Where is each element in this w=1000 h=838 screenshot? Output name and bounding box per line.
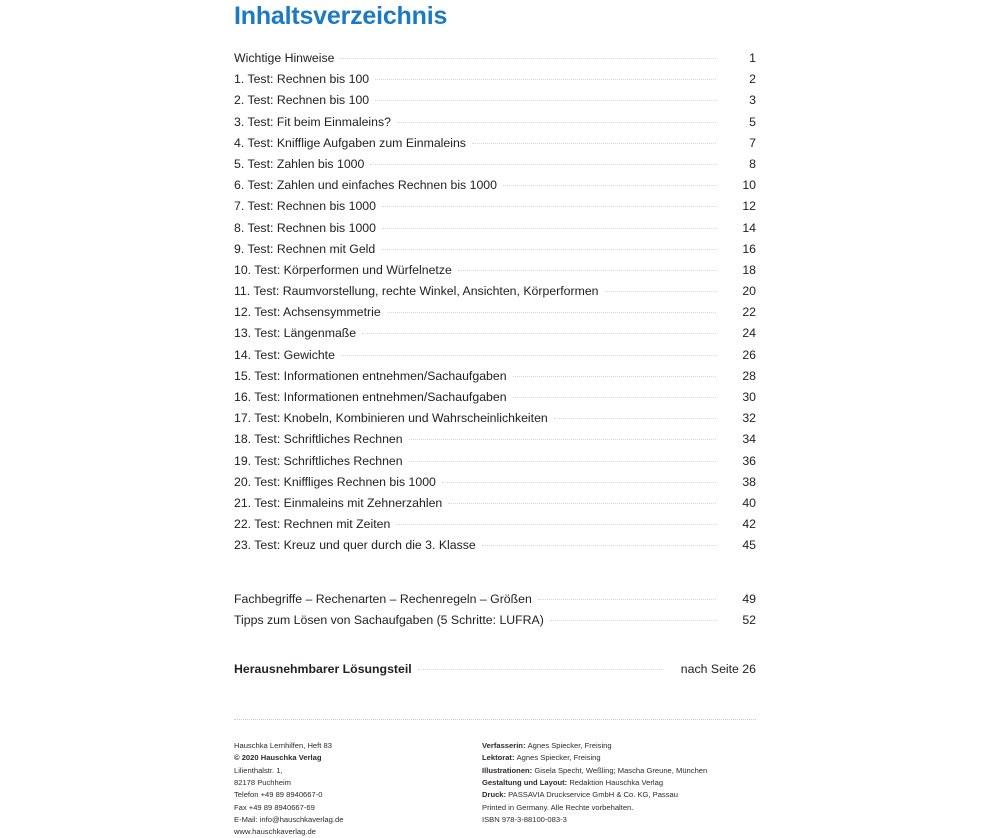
footer-credit-value: Agnes Spiecker, Freising	[516, 753, 601, 763]
footer-credit-line	[482, 765, 756, 777]
dot-leader	[370, 163, 716, 165]
toc-entry-page-number: 1	[749, 51, 756, 65]
dot-leader	[482, 544, 716, 546]
dot-leader	[409, 438, 716, 440]
toc-entry-page-number: 12	[742, 199, 756, 214]
toc-entry-page-number: 45	[742, 538, 756, 553]
dot-leader	[341, 354, 716, 356]
toc-entry-page-number: 20	[742, 284, 756, 299]
footer-credit-label: Lektorat:	[482, 753, 517, 763]
footer-publisher-line: www.hauschkaverlag.de	[234, 827, 316, 837]
toc-entry-row[interactable]	[234, 390, 756, 411]
toc-entry-row[interactable]	[234, 538, 756, 559]
toc-entry-row[interactable]	[234, 475, 756, 496]
toc-entry-row[interactable]	[234, 369, 756, 390]
toc-entry-label: 21. Test: Einmaleins mit Zehnerzahlen	[234, 495, 443, 510]
toc-entry-label: 16. Test: Informationen entnehmen/Sachaufgaben	[234, 390, 507, 404]
footer-publisher-line: E-Mail: info@hauschkaverlag.de	[234, 814, 344, 824]
toc-entry-row[interactable]	[234, 432, 756, 453]
toc-entry-page-number: 38	[742, 474, 756, 489]
toc-entry-label: 7. Test: Rechnen bis 1000	[234, 199, 376, 214]
footer-credits-block	[482, 740, 756, 838]
dot-leader	[513, 375, 716, 377]
dot-leader	[458, 269, 716, 271]
dot-leader	[375, 99, 716, 101]
toc-entry-page-number: 36	[742, 453, 756, 468]
toc-entry-row[interactable]	[234, 221, 756, 242]
toc-entry-label: Tipps zum Lösen von Sachaufgaben (5 Schritte: LUFRA)	[234, 612, 544, 627]
footer-publisher-line: Telefon +49 89 8940667-0	[234, 790, 323, 800]
toc-entry-page-number: 40	[742, 495, 756, 510]
dot-leader	[375, 78, 716, 80]
toc-entry-label: 5. Test: Zahlen bis 1000	[234, 156, 365, 171]
dot-leader	[538, 598, 716, 600]
footer-publisher-line: © 2020 Hauschka Verlag	[234, 753, 322, 763]
dot-leader	[442, 481, 716, 483]
toc-entry-page-number: 24	[742, 326, 756, 341]
toc-appendix-row[interactable]	[234, 592, 756, 613]
dot-leader	[448, 502, 716, 504]
dot-leader	[418, 668, 664, 670]
toc-entry-row[interactable]	[234, 284, 756, 305]
toc-entry-page-number: 26	[742, 347, 756, 362]
footer-credit-line	[482, 777, 756, 789]
footer-publisher-line: Hauschka Lernhilfen, Heft 83	[234, 741, 332, 751]
toc-entry-page-number: nach Seite 26	[680, 661, 756, 676]
toc-entry-label: Fachbegriffe – Rechenarten – Rechenregeln – Größen	[234, 591, 532, 606]
footer-credit-line	[482, 802, 756, 814]
footer-credit-line	[482, 740, 756, 752]
dot-leader	[605, 290, 716, 292]
footer-credit-value: PASSAVIA Druckservice GmbH & Co. KG, Passau	[508, 790, 678, 800]
toc-entry-row[interactable]	[234, 199, 756, 220]
toc-entry-row[interactable]	[234, 178, 756, 199]
toc-entry-row[interactable]	[234, 517, 756, 538]
toc-entry-row[interactable]	[234, 136, 756, 157]
toc-entry-page-number: 34	[742, 432, 756, 447]
footer-credit-label: Illustrationen:	[482, 765, 535, 775]
toc-entry-label: 3. Test: Fit beim Einmaleins?	[234, 114, 391, 129]
toc-entry-label: 1. Test: Rechnen bis 100	[234, 72, 370, 87]
dot-leader	[554, 417, 716, 419]
dot-leader	[340, 57, 716, 59]
toc-entry-row[interactable]	[234, 93, 756, 114]
dot-leader	[397, 121, 716, 123]
footer-credit-value: ISBN 978-3-88100-083-3	[482, 814, 567, 824]
dot-leader	[472, 142, 716, 144]
toc-main-list	[234, 51, 756, 560]
footer-publisher-line: 82178 Puchheim	[234, 777, 291, 787]
toc-solution-list	[234, 662, 756, 683]
footer-credit-value: Agnes Spiecker, Freising	[527, 741, 612, 751]
toc-entry-page-number: 49	[742, 591, 756, 606]
toc-entry-page-number: 5	[749, 114, 756, 129]
toc-entry-label: 19. Test: Schriftliches Rechnen	[234, 453, 403, 468]
footer-credit-label: Verfasserin:	[482, 741, 528, 751]
footer-publisher-line: Lilienthalstr. 1,	[234, 765, 283, 775]
toc-entry-label: 9. Test: Rechnen mit Geld	[234, 241, 376, 256]
toc-entry-label: 11. Test: Raumvorstellung, rechte Winkel, Ansichten, Körperformen	[234, 284, 599, 299]
toc-entry-label: 23. Test: Kreuz und quer durch die 3. Klasse	[234, 538, 476, 553]
page-title: Inhaltsverzeichnis	[234, 2, 448, 30]
footer-credit-line	[482, 752, 756, 764]
toc-entry-row[interactable]	[234, 496, 756, 517]
footer-credit-line	[482, 814, 756, 826]
toc-content-column	[234, 0, 756, 838]
toc-entry-label: 13. Test: Längenmaße	[234, 326, 357, 341]
toc-entry-label: 6. Test: Zahlen und einfaches Rechnen bis 1000	[234, 178, 497, 193]
toc-entry-label: 12. Test: Achsensymmetrie	[234, 305, 381, 320]
dot-leader	[362, 332, 716, 334]
dot-leader	[396, 523, 716, 525]
toc-entry-label: Wichtige Hinweise	[234, 51, 335, 65]
toc-entry-row[interactable]	[234, 263, 756, 284]
toc-entry-page-number: 16	[742, 241, 756, 256]
toc-entry-label: 15. Test: Informationen entnehmen/Sachaufgaben	[234, 368, 507, 383]
footer-publisher-block	[234, 740, 482, 838]
dot-leader	[409, 460, 716, 462]
toc-entry-label: 14. Test: Gewichte	[234, 347, 335, 362]
toc-entry-row[interactable]	[234, 326, 756, 347]
toc-solution-row[interactable]	[234, 662, 756, 683]
toc-appendix-list	[234, 592, 756, 634]
dot-leader	[513, 396, 716, 398]
toc-entry-page-number: 52	[742, 612, 756, 627]
toc-entry-page-number: 30	[742, 390, 756, 404]
dot-leader	[387, 311, 716, 313]
toc-entry-row[interactable]	[234, 72, 756, 93]
toc-entry-label: Herausnehmbarer Lösungsteil	[234, 661, 412, 676]
toc-entry-row[interactable]	[234, 157, 756, 178]
toc-entry-label: 2. Test: Rechnen bis 100	[234, 93, 370, 108]
footer-credit-value: Gisela Specht, Weßling; Mascha Greune, München	[534, 765, 708, 775]
dot-leader	[550, 619, 716, 621]
toc-entry-page-number: 18	[742, 262, 756, 277]
toc-entry-row[interactable]	[234, 305, 756, 326]
toc-entry-page-number: 32	[742, 411, 756, 426]
toc-entry-label: 4. Test: Knifflige Aufgaben zum Einmaleins	[234, 135, 466, 150]
toc-entry-row[interactable]	[234, 242, 756, 263]
dot-leader	[382, 227, 716, 229]
footer-credit-label: Gestaltung und Layout:	[482, 777, 570, 787]
toc-entry-page-number: 10	[742, 178, 756, 193]
toc-entry-page-number: 7	[749, 135, 756, 150]
toc-entry-row[interactable]	[234, 454, 756, 475]
toc-entry-page-number: 42	[742, 517, 756, 532]
toc-entry-page-number: 8	[749, 156, 756, 171]
toc-entry-label: 20. Test: Kniffliges Rechnen bis 1000	[234, 474, 436, 489]
footer-publisher-line: Fax +49 89 8940667-69	[234, 802, 315, 812]
toc-entry-row[interactable]	[234, 348, 756, 369]
toc-entry-row[interactable]	[234, 411, 756, 432]
dot-leader	[381, 248, 716, 250]
footer-divider	[234, 719, 756, 720]
footer-credit-value: Redaktion Hauschka Verlag	[569, 777, 664, 787]
toc-entry-label: 8. Test: Rechnen bis 1000	[234, 220, 376, 235]
toc-entry-row[interactable]	[234, 51, 756, 72]
toc-entry-label: 22. Test: Rechnen mit Zeiten	[234, 517, 391, 532]
dot-leader	[503, 184, 716, 186]
toc-appendix-row[interactable]	[234, 613, 756, 634]
dot-leader	[382, 205, 716, 207]
toc-entry-label: 18. Test: Schriftliches Rechnen	[234, 432, 403, 447]
toc-entry-page-number: 3	[749, 93, 756, 108]
toc-entry-label: 17. Test: Knobeln, Kombinieren und Wahrscheinlichkeiten	[234, 411, 548, 426]
toc-entry-page-number: 22	[742, 305, 756, 320]
toc-entry-page-number: 2	[749, 72, 756, 87]
toc-entry-row[interactable]	[234, 115, 756, 136]
toc-entry-page-number: 14	[742, 220, 756, 235]
footer-credit-value: Printed in Germany. Alle Rechte vorbehalten.	[482, 802, 634, 812]
toc-entry-label: 10. Test: Körperformen und Würfelnetze	[234, 262, 452, 277]
footer-credit-label: Druck:	[482, 790, 509, 800]
toc-entry-page-number: 28	[742, 368, 756, 383]
page-footer	[234, 740, 756, 838]
